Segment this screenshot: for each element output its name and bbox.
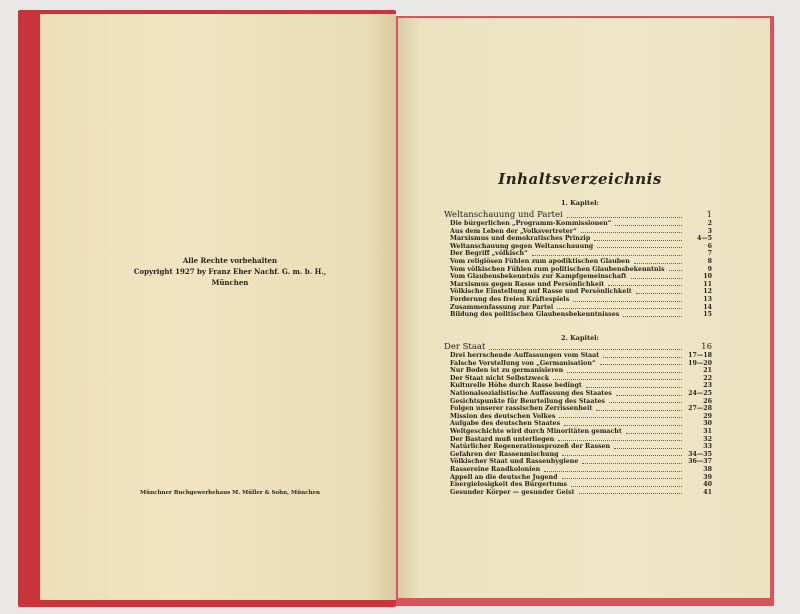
- dot-leader: [596, 410, 682, 411]
- chapter-2-section: [444, 342, 712, 496]
- dot-leader: [634, 263, 682, 264]
- dot-leader: [489, 349, 682, 350]
- dot-leader: [600, 364, 682, 365]
- entry-title: Weltanschauung gegen Weltanschauung: [450, 242, 594, 250]
- toc-entry: [444, 352, 712, 360]
- page-number: 38: [703, 465, 712, 473]
- entry-title: Weltgeschichte wird durch Minoritäten gemacht: [450, 427, 622, 435]
- chapter-title-row: [444, 342, 712, 352]
- page-number: 6: [707, 242, 712, 250]
- page-number: 16: [701, 342, 712, 352]
- page-number: 19—20: [688, 359, 712, 367]
- dot-leader: [615, 225, 682, 226]
- page-number: 36—37: [688, 458, 712, 466]
- page-number: 39: [703, 473, 712, 481]
- dot-leader: [567, 217, 682, 218]
- toc-entry: [444, 390, 712, 398]
- entry-title: Kulturelle Höhe durch Rasse bedingt: [450, 382, 582, 390]
- entry-title: Aus dem Leben der „Volksvertreter“: [450, 227, 577, 235]
- entry-title: Gesichtspunkte für Beurteilung des Staates: [450, 397, 605, 405]
- page-number: 33: [703, 443, 712, 451]
- page-number: 7: [707, 250, 712, 258]
- toc-entry: [444, 466, 712, 474]
- toc-entry: [444, 405, 712, 413]
- toc-entry: [444, 428, 712, 436]
- page-number: 3: [707, 227, 712, 235]
- dot-leader: [532, 255, 682, 256]
- page-number: 11: [703, 280, 712, 288]
- page-number: 29: [703, 412, 712, 420]
- entry-title: Vom völkischen Fühlen zum politischen Glaubensbekenntnis: [450, 265, 665, 273]
- page-number: 4—5: [696, 235, 712, 243]
- dot-leader: [562, 455, 682, 456]
- entry-title: Forderung des freien Kräftespiels: [450, 295, 570, 303]
- page-number: 27—28: [688, 405, 712, 413]
- page-number: 10: [703, 273, 712, 281]
- toc-title: Inhaltsverzeichnis: [498, 170, 662, 188]
- toc-entry: [444, 481, 712, 489]
- dot-leader: [544, 471, 682, 472]
- entry-title: Rassereine Randkolonien: [450, 465, 541, 473]
- toc-entry: [444, 420, 712, 428]
- entry-title: Weltanschauung und Partei: [444, 210, 563, 220]
- entry-title: Energielosigkeit des Bürgertums: [450, 481, 568, 489]
- toc-entry: [444, 296, 712, 304]
- entry-title: Gefahren der Rassenmischung: [450, 450, 559, 458]
- page-number: 13: [703, 295, 712, 303]
- dot-leader: [553, 379, 682, 380]
- page-number: 31: [703, 427, 712, 435]
- toc-entry: [444, 266, 712, 274]
- page-number: 32: [703, 435, 712, 443]
- page-number: 1: [706, 210, 712, 220]
- dot-leader: [571, 486, 682, 487]
- entry-title: Vom religiösen Fühlen zum apodiktischen Glauben: [450, 257, 630, 265]
- page-number: 12: [703, 288, 712, 296]
- page-number: 23: [703, 382, 712, 390]
- entry-title: Gesunder Körper — gesunder Geist: [450, 488, 575, 496]
- dot-leader: [636, 293, 682, 294]
- toc-entry: [444, 288, 712, 296]
- chapter-1-section: [444, 210, 712, 319]
- dot-leader: [631, 278, 682, 279]
- toc-entry: [444, 443, 712, 451]
- entry-title: Nationalsozialistische Auffassung des Staates: [450, 389, 612, 397]
- entry-title: Appell an die deutsche Jugend: [450, 473, 558, 481]
- entry-title: Völkischer Staat und Rassenhygiene: [450, 458, 579, 466]
- dot-leader: [582, 463, 682, 464]
- page-number: 26: [703, 397, 712, 405]
- entry-title: Nur Boden ist zu germanisieren: [450, 367, 564, 375]
- chapter-label: 1. Kapitel:: [561, 199, 599, 207]
- entry-title: Die bürgerlichen „Programm-Kommissionen“: [450, 220, 612, 227]
- page-number: 17—18: [688, 352, 712, 359]
- dot-leader: [564, 425, 682, 426]
- page-number: 30: [703, 420, 712, 428]
- toc-entry: [444, 413, 712, 421]
- dot-leader: [559, 417, 682, 418]
- page-number: 21: [703, 367, 712, 375]
- entry-title: Natürlicher Regenerationsprozeß der Rassen: [450, 443, 611, 451]
- entry-title: Der Bastard muß unterliegen: [450, 435, 555, 443]
- entry-title: Zusammenfassung zur Partei: [450, 303, 554, 311]
- copyright-line: Copyright 1927 by Franz Eher Nachf. G. m. b. H., München: [133, 267, 327, 287]
- page-number: 34—35: [688, 450, 712, 458]
- left-page: [40, 14, 396, 600]
- dot-leader: [603, 357, 682, 358]
- dot-leader: [594, 240, 682, 241]
- toc-entry: [444, 311, 712, 319]
- entry-title: Der Staat nicht Selbstzweck: [450, 374, 550, 382]
- page-number: 40: [703, 481, 712, 489]
- entry-title: Der Staat: [444, 342, 486, 352]
- toc-entry: [444, 250, 712, 258]
- toc-entry: [444, 375, 712, 383]
- toc-entry: [444, 474, 712, 482]
- toc-entry: [444, 220, 712, 228]
- toc-entry: [444, 382, 712, 390]
- chapter-title-row: [444, 210, 712, 220]
- toc-entry: [444, 243, 712, 251]
- printer-line: Münchner Buchgewerbehaus M. Müller & Sohn, München: [140, 490, 320, 496]
- chapter-label: 2. Kapitel:: [561, 334, 599, 342]
- page-number: 22: [703, 374, 712, 382]
- dot-leader: [586, 387, 682, 388]
- toc-entry: [444, 451, 712, 459]
- toc-entry: [444, 436, 712, 444]
- page-number: 15: [703, 311, 712, 319]
- dot-leader: [614, 448, 682, 449]
- entry-title: Aufgabe des deutschen Staates: [450, 420, 561, 428]
- page-number: 2: [707, 220, 712, 227]
- dot-leader: [609, 402, 682, 403]
- toc-entry: [444, 273, 712, 281]
- dot-leader: [597, 247, 682, 248]
- dot-leader: [562, 478, 682, 479]
- dot-leader: [567, 372, 682, 373]
- entry-title: Folgen unserer rassischen Zerrissenheit: [450, 405, 593, 413]
- entry-title: Drei herrschende Auffassungen vom Staat: [450, 352, 600, 359]
- copyright-notice: [130, 255, 330, 288]
- dot-leader: [557, 308, 682, 309]
- toc-entry: [444, 367, 712, 375]
- toc-entry: [444, 398, 712, 406]
- dot-leader: [608, 285, 682, 286]
- entry-title: Marxismus und demokratisches Prinzip: [450, 235, 591, 243]
- dot-leader: [623, 316, 682, 317]
- dot-leader: [616, 395, 682, 396]
- rights-reserved: Alle Rechte vorbehalten: [182, 256, 278, 265]
- page-number: 14: [703, 303, 712, 311]
- toc-entry: [444, 304, 712, 312]
- toc-entry: [444, 458, 712, 466]
- entry-title: Vom Glaubensbekenntnis zur Kampfgemeinschaft: [450, 273, 627, 281]
- dot-leader: [626, 433, 682, 434]
- page-number: 9: [707, 265, 712, 273]
- entry-title: Der Begriff „völkisch“: [450, 250, 528, 258]
- page-number: 24—25: [688, 389, 712, 397]
- toc-entry: [444, 281, 712, 289]
- dot-leader: [669, 270, 682, 271]
- entry-title: Mission des deutschen Volkes: [450, 412, 556, 420]
- toc-entry: [444, 258, 712, 266]
- entry-title: Falsche Vorstellung von „Germanisation“: [450, 359, 596, 367]
- entry-title: Bildung des politischen Glaubensbekenntnisses: [450, 311, 620, 319]
- toc-entry: [444, 235, 712, 243]
- toc-entry: [444, 228, 712, 236]
- dot-leader: [573, 301, 682, 302]
- entry-title: Völkische Einstellung auf Rasse und Persönlichkeit: [450, 288, 632, 296]
- entry-title: Marxismus gegen Rasse und Persönlichkeit: [450, 280, 605, 288]
- toc-entry: [444, 489, 712, 497]
- dot-leader: [558, 440, 682, 441]
- dot-leader: [579, 493, 682, 494]
- toc-entry: [444, 360, 712, 368]
- page-number: 41: [703, 488, 712, 496]
- dot-leader: [581, 232, 682, 233]
- page-number: 8: [707, 257, 712, 265]
